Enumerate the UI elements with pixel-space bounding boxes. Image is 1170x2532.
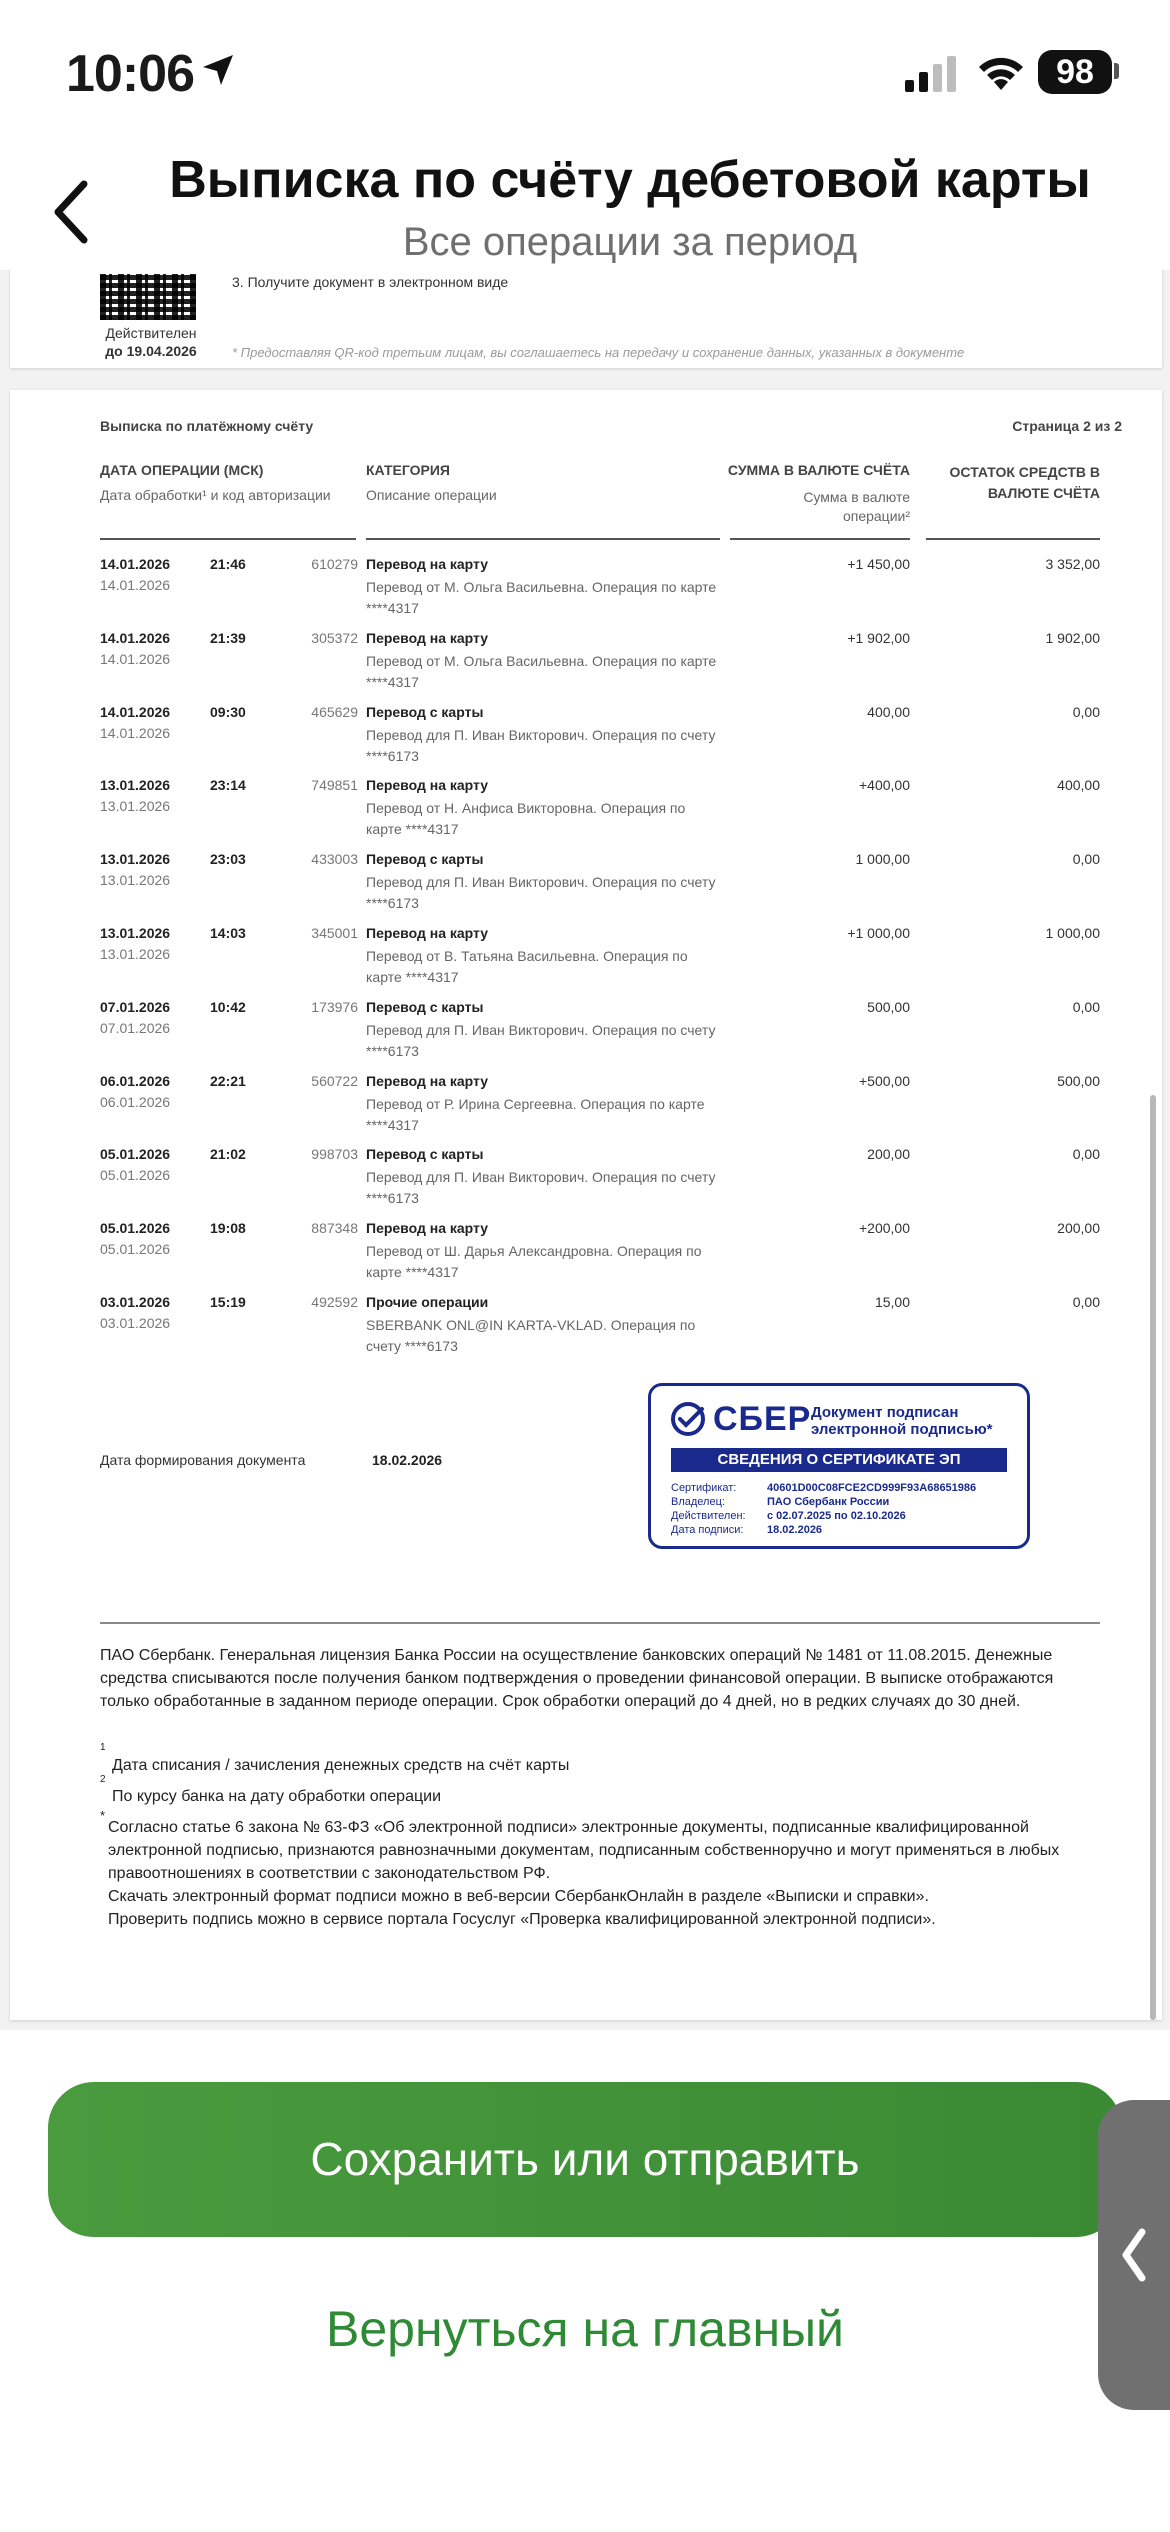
column-subheader-date: Дата обработки¹ и код авторизации: [100, 487, 331, 503]
statement-page-label: Страница 2 из 2: [1012, 418, 1122, 434]
row-auth-code: 465629: [311, 703, 358, 720]
qr-code: [100, 274, 196, 320]
row-auth-code: 173976: [311, 998, 358, 1015]
row-date: 05.01.2026: [100, 1146, 171, 1163]
row-amount: +1 902,00: [847, 629, 910, 646]
row-category: Перевод на карту: [366, 1072, 489, 1089]
battery-tip: [1114, 63, 1119, 79]
footnote-3-verify: Проверить подпись можно в сервисе портала Госуслуг «Проверка квалифицированной электронной подписи».: [108, 1911, 936, 1928]
footnote-3: Согласно статье 6 закона № 63-ФЗ «Об электронной подписи» электронные документы, подписанные квалифицированной электронной подписью, признаются равнозначными документам, подписанным собственноручно и могут применяться в любых правоотношениях в соответствии с законодательством РФ.: [108, 1819, 1060, 1882]
status-time: 10:06: [66, 45, 194, 103]
document-viewer[interactable]: [0, 270, 1170, 2030]
row-amount: 15,00: [874, 1294, 910, 1310]
row-category: Перевод с карты: [366, 1146, 484, 1163]
table-row: [10, 1146, 1162, 1220]
row-auth-code: 560722: [311, 1072, 358, 1089]
row-balance: 3 352,00: [1045, 556, 1100, 572]
row-category: Перевод на карту: [366, 1220, 489, 1237]
back-chevron-icon[interactable]: [46, 172, 96, 252]
row-auth-code: 749851: [311, 777, 358, 794]
qr-validity: [92, 324, 210, 360]
row-date: 14.01.2026: [100, 556, 171, 572]
row-time: 21:46: [210, 556, 246, 572]
row-processing-date: 14.01.2026: [100, 577, 171, 593]
row-category: Перевод с карты: [366, 998, 484, 1015]
page-subtitle: Все операции за период: [402, 220, 858, 264]
row-processing-date: 13.01.2026: [100, 798, 171, 815]
stamp-certificate-bar: СВЕДЕНИЯ О СЕРТИФИКАТЕ ЭП: [671, 1448, 1007, 1472]
row-description: Перевод для П. Иван Викторович. Операция по счету ****6173: [366, 1169, 716, 1207]
row-date: 13.01.2026: [100, 851, 171, 868]
row-time: 15:19: [210, 1294, 246, 1310]
row-processing-date: 06.01.2026: [100, 1093, 171, 1110]
row-amount: 500,00: [867, 998, 910, 1015]
page-title: Выписка по счёту дебетовой карты: [169, 151, 1091, 209]
column-rule-category: [366, 538, 720, 540]
row-description: Перевод для П. Иван Викторович. Операция по счету ****6173: [366, 874, 716, 912]
footnote-2-mark: 2: [100, 1774, 106, 1785]
table-row: [10, 777, 1162, 851]
column-header-balance: ОСТАТОК СРЕДСТВ В ВАЛЮТЕ СЧЁТА: [949, 464, 1100, 501]
row-auth-code: 887348: [311, 1220, 358, 1237]
row-category: Перевод на карту: [366, 556, 489, 572]
qr-note: * Предоставляя QR-код третьим лицам, вы соглашаетесь на передачу и сохранение данных, указанных в документе: [232, 345, 965, 360]
row-auth-code: 345001: [311, 925, 358, 941]
row-processing-date: 14.01.2026: [100, 724, 171, 741]
stamp-owner-label: Владелец:: [671, 1496, 725, 1508]
row-processing-date: 05.01.2026: [100, 1241, 171, 1258]
row-time: 22:21: [210, 1072, 246, 1089]
footnote-3-mark: *: [100, 1808, 106, 1823]
row-category: Перевод с карты: [366, 851, 484, 868]
row-balance: 1 902,00: [1045, 629, 1100, 646]
row-date: 14.01.2026: [100, 629, 171, 646]
row-date: 14.01.2026: [100, 703, 171, 720]
row-amount: +500,00: [859, 1072, 910, 1089]
row-time: 21:39: [210, 629, 246, 646]
table-row: [10, 851, 1162, 925]
row-auth-code: 998703: [311, 1146, 358, 1163]
row-auth-code: 433003: [311, 851, 358, 868]
formed-date-label: Дата формирования документа: [100, 1452, 306, 1468]
column-rule-balance: [926, 538, 1100, 540]
row-time: 09:30: [210, 703, 246, 720]
row-date: 06.01.2026: [100, 1072, 171, 1089]
row-amount: +400,00: [859, 777, 910, 794]
column-header-category: КАТЕГОРИЯ: [366, 462, 450, 478]
table-row: [10, 925, 1162, 999]
table-row: [10, 556, 1162, 630]
row-amount: 200,00: [867, 1146, 910, 1163]
row-category: Прочие операции: [366, 1294, 489, 1310]
column-header-date: ДАТА ОПЕРАЦИИ (МСК): [100, 462, 264, 478]
stamp-owner-value: ПАО Сбербанк России: [767, 1496, 890, 1508]
row-balance: 0,00: [1072, 998, 1100, 1015]
stamp-valid-label: Действителен:: [671, 1510, 746, 1522]
row-processing-date: 13.01.2026: [100, 946, 171, 962]
row-description: Перевод от Ш. Дарья Александровна. Операция по карте ****4317: [366, 1243, 702, 1281]
row-time: 21:02: [210, 1146, 246, 1163]
footnote-2: По курсу банка на дату обработки операции: [112, 1788, 442, 1805]
signal-icon: [905, 56, 961, 92]
row-time: 23:03: [210, 851, 246, 868]
column-rule-date: [100, 538, 356, 540]
stamp-cert-label: Сертификат:: [671, 1482, 737, 1494]
return-home-button[interactable]: Вернуться на главный: [326, 2301, 844, 2357]
row-amount: +200,00: [859, 1220, 910, 1237]
stamp-cert-value: 40601D00C08FCE2CD999F93A68651986: [767, 1482, 977, 1494]
document-scrollbar[interactable]: [1150, 1095, 1156, 2020]
row-description: Перевод от М. Ольга Васильевна. Операция по карте ****4317: [366, 652, 717, 690]
stamp-signed-text: Документ подписан электронной подписью*: [811, 1404, 993, 1438]
row-processing-date: 07.01.2026: [100, 1019, 171, 1036]
footnote-3-download: Скачать электронный формат подписи можно в веб-версии СбербанкОнлайн в разделе «Выписки и справки».: [108, 1888, 929, 1905]
row-description: Перевод от Н. Анфиса Викторовна. Операция по карте ****4317: [366, 800, 686, 838]
chevron-left-icon: [1098, 2100, 1170, 2410]
row-time: 23:14: [210, 777, 246, 794]
stamp-brand: СБЕР: [713, 1400, 812, 1438]
row-date: 05.01.2026: [100, 1220, 171, 1237]
row-balance: 0,00: [1072, 1294, 1100, 1310]
row-balance: 200,00: [1057, 1220, 1100, 1237]
row-amount: 400,00: [867, 703, 910, 720]
row-date: 13.01.2026: [100, 925, 171, 941]
battery-icon: 98: [1038, 50, 1112, 94]
table-row: [10, 1294, 1162, 1368]
row-category: Перевод на карту: [366, 925, 489, 941]
row-category: Перевод на карту: [366, 629, 489, 646]
row-time: 19:08: [210, 1220, 246, 1237]
column-subheader-category: Описание операции: [366, 487, 497, 503]
table-row: [10, 704, 1162, 778]
row-amount: +1 450,00: [847, 556, 910, 572]
row-date: 13.01.2026: [100, 777, 171, 794]
row-auth-code: 492592: [311, 1294, 358, 1310]
row-balance: 1 000,00: [1045, 925, 1100, 941]
row-time: 14:03: [210, 925, 246, 941]
formed-date-value: 18.02.2026: [372, 1452, 443, 1468]
row-amount: +1 000,00: [847, 925, 910, 941]
row-description: Перевод для П. Иван Викторович. Операция по счету ****6173: [366, 726, 716, 764]
stamp-date-value: 18.02.2026: [767, 1524, 823, 1536]
row-processing-date: 13.01.2026: [100, 872, 171, 889]
row-description: Перевод от Р. Ирина Сергеевна. Операция по карте ****4317: [366, 1095, 705, 1133]
side-panel-handle[interactable]: [1098, 2100, 1170, 2410]
table-row: [10, 999, 1162, 1073]
row-description: Перевод от В. Татьяна Васильевна. Операция по карте ****4317: [366, 948, 688, 985]
qr-valid-label: Действителен: [105, 325, 197, 341]
table-row: [10, 1220, 1162, 1294]
row-amount: 1 000,00: [855, 851, 910, 868]
table-row: [10, 1073, 1162, 1147]
row-balance: 400,00: [1057, 777, 1100, 794]
document-page-2: [10, 390, 1162, 2020]
column-header-sum: СУММА В ВАЛЮТЕ СЧЁТА: [727, 462, 910, 478]
row-processing-date: 14.01.2026: [100, 650, 171, 667]
footnote-1-mark: 1: [100, 1742, 106, 1753]
row-processing-date: 03.01.2026: [100, 1315, 171, 1331]
row-date: 07.01.2026: [100, 998, 171, 1015]
row-category: Перевод с карты: [366, 703, 484, 720]
row-date: 03.01.2026: [100, 1294, 171, 1310]
row-balance: 0,00: [1072, 703, 1100, 720]
row-description: Перевод для П. Иван Викторович. Операция по счету ****6173: [366, 1021, 716, 1059]
column-subheader-sum: Сумма в валюте операции²: [803, 489, 910, 524]
stamp-valid-value: с 02.07.2025 по 02.10.2026: [767, 1510, 906, 1522]
row-description: SBERBANK ONL@IN KARTA-VKLAD. Операция по счету ****6173: [366, 1317, 696, 1354]
footer-license: ПАО Сбербанк. Генеральная лицензия Банка России на осуществление банковских операций № 1481 от 11.08.2015. Денежные средства списываются после получения банком подтверждения о проведении финансовой операции. В выписке отображаются только обработанные в заданном периоде операции. Срок обработки операций до 4 дней, но в редких случаях до 30 дней.: [100, 1647, 1054, 1710]
statement-account-label: Выписка по платёжному счёту: [100, 418, 314, 434]
instruction-step-3: 3. Получите документ в электронном виде: [232, 274, 509, 290]
row-auth-code: 610279: [311, 556, 358, 572]
location-arrow-icon: [200, 52, 236, 88]
wifi-icon: [975, 52, 1027, 92]
nav-header: [0, 150, 1170, 270]
row-category: Перевод на карту: [366, 777, 489, 794]
document-page-1: [10, 270, 1162, 368]
e-signature-stamp: [648, 1383, 1030, 1549]
row-balance: 500,00: [1057, 1072, 1100, 1089]
row-balance: 0,00: [1072, 1146, 1100, 1163]
row-balance: 0,00: [1072, 851, 1100, 868]
status-bar: [0, 0, 1170, 150]
save-or-send-button[interactable]: Сохранить или отправить: [48, 2082, 1122, 2237]
qr-valid-date: до 19.04.2026: [105, 343, 197, 359]
footnote-1: Дата списания / зачисления денежных средств на счёт карты: [112, 1757, 570, 1774]
row-description: Перевод от М. Ольга Васильевна. Операция по карте ****4317: [366, 579, 717, 616]
row-auth-code: 305372: [311, 629, 358, 646]
row-time: 10:42: [210, 998, 246, 1015]
stamp-date-label: Дата подписи:: [671, 1524, 744, 1536]
row-processing-date: 05.01.2026: [100, 1167, 171, 1184]
table-row: [10, 630, 1162, 704]
column-rule-sum: [730, 538, 910, 540]
sber-logo-icon: [669, 1400, 707, 1438]
footer-divider: [100, 1622, 1100, 1624]
